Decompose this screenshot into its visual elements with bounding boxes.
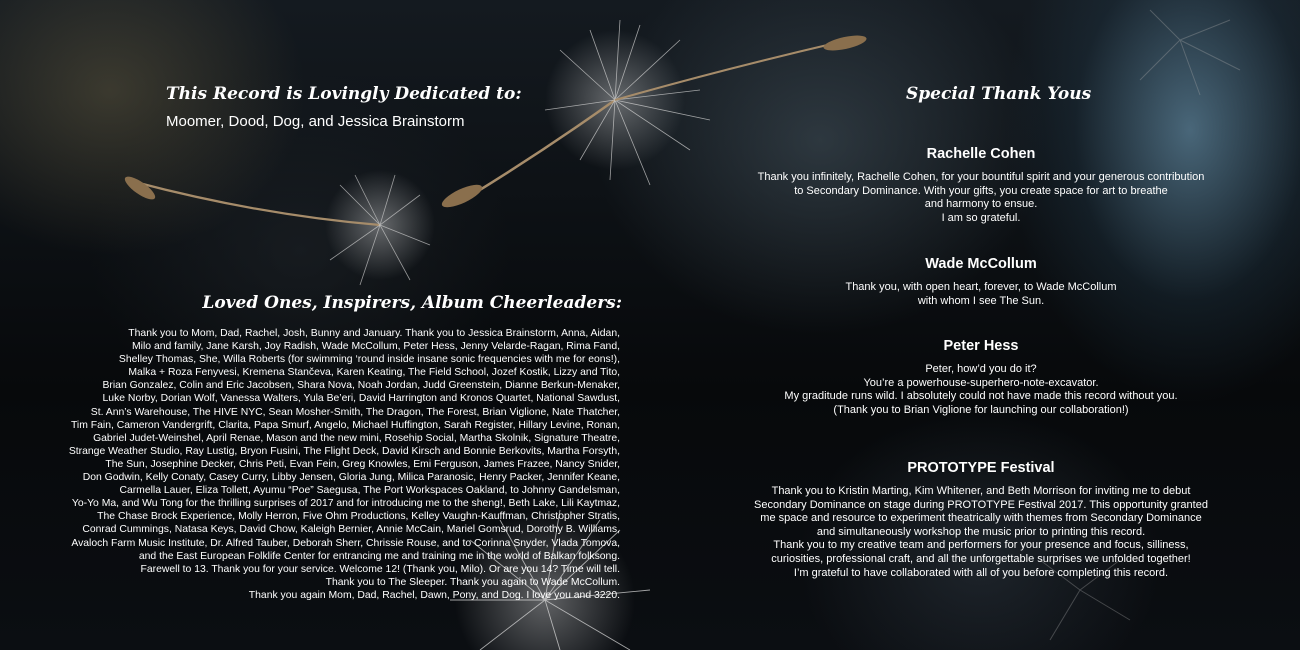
thanks-section-name: Rachelle Cohen [926, 146, 1036, 162]
cheerleaders-heading: Loved Ones, Inspirers, Album Cheerleaders: [202, 293, 622, 313]
thanks-section-name: Wade McCollum [925, 256, 1037, 272]
thanks-line: Thank you to Kristin Marting, Kim Whitener, and Beth Morrison for inviting me to debut [771, 485, 1191, 497]
thanks-line: curiosities, professional craft, and all the unforgettable surprises we unfolded together! [771, 552, 1191, 565]
dedication-heading: This Record is Lovingly Dedicated to: [166, 84, 522, 104]
thanks-line: Thank you, with open heart, forever, to Wade McCollum [845, 281, 1117, 293]
thanks-line: to Secondary Dominance. With your gifts, you create space for art to breathe [794, 184, 1168, 197]
thanks-section-name: PROTOTYPE Festival [907, 460, 1055, 476]
seed-top-center [439, 20, 710, 212]
cheerleaders-body [0, 327, 620, 602]
cheerleaders-line: Thank you again Mom, Dad, Rachel, Dawn, Pony, and Dog. I love you and 3220. [248, 589, 620, 601]
cheerleaders-line: St. Ann’s Warehouse, The HIVE NYC, Sean Mosher-Smith, The Dragon, The Forest, Brian Viglione, Nate Thatcher, [90, 406, 620, 418]
thanks-section-wade-mccollum [730, 256, 1232, 308]
cheerleaders-line: Shelley Thomas, She, Willa Roberts (for swimming ‘round inside insane sonic frequencies with me for eons!), [118, 354, 620, 366]
thanks-line: and simultaneously workshop the music prior to printing this record. [816, 525, 1146, 538]
thanks-line: with whom I see The Sun. [917, 294, 1045, 307]
cheerleaders-line: Yo-Yo Ma, and Wu Tong for the thrilling surprises of 2017 and for introducing me to the sheng!, Beth Lake, Lili Kaytmaz, [71, 498, 620, 510]
cheerleaders-line: Milo and family, Jane Karsh, Joy Radish, Wade McCollum, Peter Hess, Jenny Velarde-Ragan, Rima Fand, [132, 341, 620, 353]
thanks-line: and harmony to ensue. [924, 198, 1038, 211]
cheerleaders-line: Luke Norby, Dorian Wolf, Vanessa Walters, Yula Be’eri, David Harrington and Kronos Quartet, National Sawdust, [102, 393, 620, 405]
cheerleaders-line: Gabriel Judet-Weinshel, April Renae, Mason and the new mini, Rosehip Social, Martha Skolnik, Signature Theatre, [93, 432, 620, 444]
thanks-line: Peter, how’d you do it? [925, 363, 1037, 375]
thanks-line: (Thank you to Brian Viglione for launching our collaboration!) [833, 403, 1129, 416]
cheerleaders-line: Don Godwin, Kelly Conaty, Casey Curry, Libby Jensen, Gloria Jung, Milica Paranosic, Henry Packer, Jennifer Keane, [82, 472, 620, 484]
cheerleaders-line: Malka + Roza Fenyvesi, Kremena Stančeva, Karen Keating, The Field School, Jozef Kostik, Lizzy and Tito, [128, 367, 620, 379]
thanks-section-prototype-festival [730, 460, 1232, 580]
cheerleaders-line: and the East European Folklife Center for entrancing me and training me in the world of Balkan folksong. [138, 550, 620, 562]
cheerleaders-line: Thank you to Mom, Dad, Rachel, Josh, Bunny and January. Thank you to Jessica Brainstorm, Anna, Aidan, [128, 328, 620, 339]
cheerleaders-line: Brian Gonzalez, Colin and Eric Jacobsen, Shara Nova, Noah Jordan, Judd Greenstein, Dianne Berkun-Menaker, [102, 380, 620, 392]
cheerleaders-line: Carmella Lauer, Eliza Tollett, Ayumu “Poe” Saegusa, The Port Workspaces Oakland, to Johnny Gandelsman, [119, 485, 620, 497]
thanks-section-peter-hess [730, 338, 1232, 417]
thanks-line: My graditude runs wild. I absolutely could not have made this record without you. [784, 390, 1178, 403]
special-thanks-heading: Special Thank Yous [906, 84, 1092, 104]
cheerleaders-line: The Sun, Josephine Decker, Chris Peti, Evan Fein, Greg Knowles, Emi Ferguson, James Frazee, Nancy Snider, [105, 458, 620, 470]
thanks-line: Thank you to my creative team and performers for your presence and focus, silliness, [773, 539, 1189, 552]
cheerleaders-line: Thank you to The Sleeper. Thank you again to Wade McCollum. [325, 576, 620, 588]
dedication-text: Moomer, Dood, Dog, and Jessica Brainstorm [166, 113, 465, 130]
thanks-line: Thank you infinitely, Rachelle Cohen, for your bountiful spirit and your generous contribution [757, 171, 1205, 183]
cheerleaders-line: Strange Weather Studio, Ray Lustig, Bryon Fusini, The Flight Deck, David Kirsch and Bonnie Berkovits, Martha Forsyth, [68, 445, 620, 457]
thanks-section-rachelle-cohen [730, 146, 1232, 225]
thanks-line: I am so grateful. [941, 211, 1021, 224]
thanks-section-name: Peter Hess [943, 338, 1019, 354]
cheerleaders-line: Farewell to 13. Thank you for your service. Welcome 12! (Thank you, Milo). Or are you 14? Time will tell. [140, 563, 620, 575]
thanks-line: Secondary Dominance on stage during PROTOTYPE Festival 2017. This opportunity granted [754, 498, 1208, 511]
cheerleaders-line: Avaloch Farm Music Institute, Dr. Alfred Tauber, Deborah Sherr, Chrissie Rouse, and to Corinna Snyder, Vlada Tomova, [71, 537, 620, 549]
cheerleaders-line: Conrad Cummings, Natasa Keys, David Chow, Kaleigh Bernier, Annie McCain, Mariel Gomsrud, Dorothy B. Williams, [82, 524, 620, 536]
cheerleaders-line: The Chase Brock Experience, Molly Herron, Five Ohm Productions, Kelley Vaughn-Kauffman, Christopher Stratis, [97, 511, 620, 523]
thanks-line: me space and resource to experiment theatrically with themes from Secondary Dominance [760, 512, 1202, 525]
seed-left [122, 170, 435, 285]
thanks-line: I’m grateful to have collaborated with all of you before completing this record. [793, 566, 1169, 579]
cheerleaders-line: Tim Fain, Cameron Vandergrift, Clarita, Papa Smurf, Angelo, Michael Huffington, Sarah Register, Hillary Levine, Ronan, [70, 419, 620, 431]
thanks-line: You’re a powerhouse-superhero-note-excavator. [863, 376, 1099, 389]
